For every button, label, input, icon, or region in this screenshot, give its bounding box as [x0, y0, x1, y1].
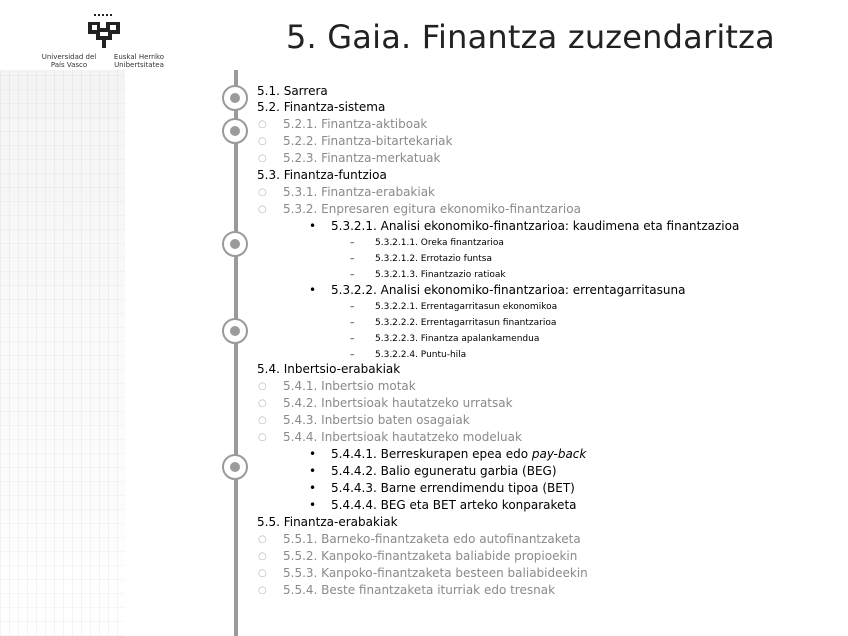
toc-item: – 5.3.2.2.1. Errentagarritasun ekonomikoa — [375, 299, 557, 315]
bullet-dash-icon: – — [350, 318, 355, 328]
toc-item: ○ 5.4.2. Inbertsioak hautatzeko urratsak — [258, 396, 513, 410]
toc-item: ○ 5.5.4. Beste finantzaketa iturriak edo tresnak — [258, 583, 556, 597]
bullet-ring-icon: ○ — [258, 381, 267, 392]
bullet-dash-icon: – — [350, 350, 355, 360]
timeline-node — [222, 454, 248, 480]
bullet-ring-icon: ○ — [258, 585, 267, 596]
bullet-ring-icon: ○ — [258, 119, 267, 130]
toc-item: – 5.3.2.1.2. Errotazio funtsa — [375, 251, 492, 267]
toc-item: ○ 5.5.2. Kanpoko-finantzaketa baliabide propioekin — [258, 549, 578, 563]
toc-item: 5.1. Sarrera — [257, 84, 328, 98]
toc-item: ○ 5.2.1. Finantza-aktiboak — [258, 117, 428, 131]
timeline-node — [222, 118, 248, 144]
toc-item: – 5.3.2.1.1. Oreka finantzarioa — [375, 235, 504, 251]
bullet-ring-icon: ○ — [258, 415, 267, 426]
bullet-dot-icon: • — [309, 481, 317, 495]
toc-item: – 5.3.2.1.3. Finantzazio ratioak — [375, 267, 506, 283]
toc-item: ○ 5.5.1. Barneko-finantzaketa edo autofinantzaketa — [258, 532, 581, 546]
toc-item: 5.3. Finantza-funtzioa — [257, 168, 387, 182]
toc-item: ○ 5.3.2. Enpresaren egitura ekonomiko-finantzarioa — [258, 202, 581, 216]
bullet-ring-icon: ○ — [258, 551, 267, 562]
building-sketch-background — [0, 70, 125, 636]
toc-item: • 5.3.2.2. Analisi ekonomiko-finantzarioa: errentagarritasuna — [309, 283, 686, 297]
university-logo — [36, 8, 176, 72]
bullet-dot-icon: • — [309, 464, 317, 478]
bullet-ring-icon: ○ — [258, 534, 267, 545]
toc-item: 5.5. Finantza-erabakiak — [257, 515, 398, 529]
toc-item: – 5.3.2.2.2. Errentagarritasun finantzarioa — [375, 315, 556, 331]
bullet-ring-icon: ○ — [258, 153, 267, 164]
bullet-dot-icon: • — [309, 283, 317, 297]
logo-text-right: Euskal Herriko Unibertsitatea — [113, 53, 165, 69]
toc-item: – 5.3.2.2.3. Finantza apalankamendua — [375, 331, 539, 347]
toc-item: • 5.4.4.2. Balio eguneratu garbia (BEG) — [309, 464, 557, 478]
bullet-dot-icon: • — [309, 498, 317, 512]
timeline-node — [222, 318, 248, 344]
bullet-dot-icon: • — [309, 447, 317, 461]
bullet-dash-icon: – — [350, 254, 355, 264]
toc-item: 5.2. Finantza-sistema — [257, 100, 386, 114]
timeline-line — [234, 70, 238, 636]
toc-item: ○ 5.3.1. Finantza-erabakiak — [258, 185, 436, 199]
toc-item: ○ 5.4.1. Inbertsio motak — [258, 379, 416, 393]
toc-item: • 5.4.4.4. BEG eta BET arteko konparaketa — [309, 498, 577, 512]
toc-item: ○ 5.5.3. Kanpoko-finantzaketa besteen baliabideekin — [258, 566, 588, 580]
toc-item: • 5.3.2.1. Analisi ekonomiko-finantzarioa: kaudimena eta finantzazioa — [309, 219, 740, 233]
toc-item: 5.4. Inbertsio-erabakiak — [257, 362, 401, 376]
toc-item: – 5.3.2.2.4. Puntu-hila — [375, 347, 466, 363]
logo-mark-icon — [82, 14, 126, 52]
bullet-ring-icon: ○ — [258, 187, 267, 198]
timeline-node — [222, 231, 248, 257]
toc-item: ○ 5.2.2. Finantza-bitartekariak — [258, 134, 453, 148]
bullet-ring-icon: ○ — [258, 136, 267, 147]
bullet-dash-icon: – — [350, 238, 355, 248]
toc-item: ○ 5.2.3. Finantza-merkatuak — [258, 151, 441, 165]
timeline-node — [222, 85, 248, 111]
bullet-ring-icon: ○ — [258, 568, 267, 579]
bullet-ring-icon: ○ — [258, 398, 267, 409]
bullet-dash-icon: – — [350, 334, 355, 344]
bullet-ring-icon: ○ — [258, 204, 267, 215]
toc-item: ○ 5.4.4. Inbertsioak hautatzeko modeluak — [258, 430, 522, 444]
toc-item: • 5.4.4.1. Berreskurapen epea edo pay-back — [309, 447, 587, 461]
bullet-ring-icon: ○ — [258, 432, 267, 443]
bullet-dash-icon: – — [350, 270, 355, 280]
toc-item: ○ 5.4.3. Inbertsio baten osagaiak — [258, 413, 470, 427]
bullet-dot-icon: • — [309, 219, 317, 233]
bullet-dash-icon: – — [350, 302, 355, 312]
page-title: 5. Gaia. Finantza zuzendaritza — [286, 18, 775, 56]
toc-item: • 5.4.4.3. Barne errendimendu tipoa (BET) — [309, 481, 575, 495]
logo-text-left: Universidad del País Vasco — [41, 53, 97, 69]
